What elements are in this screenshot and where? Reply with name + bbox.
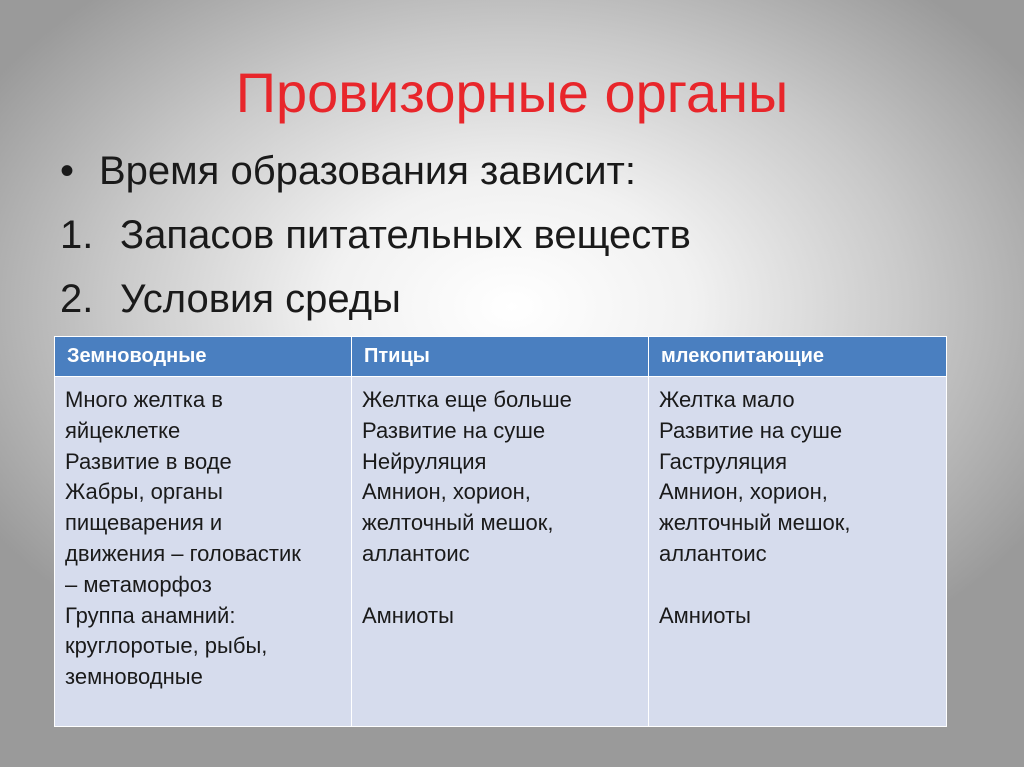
cell-line: Нейруляция [362,448,487,474]
cell-line: Амнион, хорион, [362,479,531,505]
cell-line: Много желтка в [65,387,223,412]
cell-line: яйцеклетке [65,417,181,443]
numbered-text-1: Запасов питательных веществ [120,213,691,257]
cell-line [362,570,642,601]
cell-mammals [649,377,947,727]
comparison-table [54,336,947,727]
cell-line: круглоротые, рыбы, [65,633,268,659]
header-amphibians: Земноводные [55,337,352,377]
table-header-row [55,337,947,377]
cell-line: Развитие на суше [659,417,843,443]
cell-line: аллантоис [362,540,470,566]
cell-line: Группа анамний: [65,602,236,628]
cell-line: желточный мешок, [659,510,851,536]
number-marker-2: 2. [60,277,94,321]
slide-title: Провизорные органы [235,61,789,124]
cell-line: Желтка еще больше [362,387,572,412]
cell-line: Амниоты [659,602,751,628]
header-birds: Птицы [352,337,649,377]
cell-line: Жабры, органы [65,479,223,505]
numbered-text-2: Условия среды [120,277,401,321]
bullet-marker: • [60,149,75,193]
bullet-text: Время образования зависит: [99,149,636,193]
header-mammals: млекопитающие [649,337,947,377]
table-row [55,377,947,727]
cell-line: движения – головастик [65,540,301,566]
cell-amphibians [55,377,352,727]
cell-line: аллантоис [659,540,767,566]
number-marker-1: 1. [60,213,94,257]
cell-line: Гаструляция [659,448,788,474]
cell-line: пищеварения и [65,510,223,536]
cell-line: желточный мешок, [362,510,554,536]
cell-line: Амниоты [362,602,454,628]
cell-line: Желтка мало [659,387,795,412]
cell-line: Развитие в воде [65,448,232,474]
cell-line: – метаморфоз [65,571,212,597]
cell-birds [352,377,649,727]
cell-line: Амнион, хорион, [659,479,828,505]
cell-line: земноводные [65,664,203,690]
cell-line [659,570,940,601]
cell-line: Развитие на суше [362,417,546,443]
